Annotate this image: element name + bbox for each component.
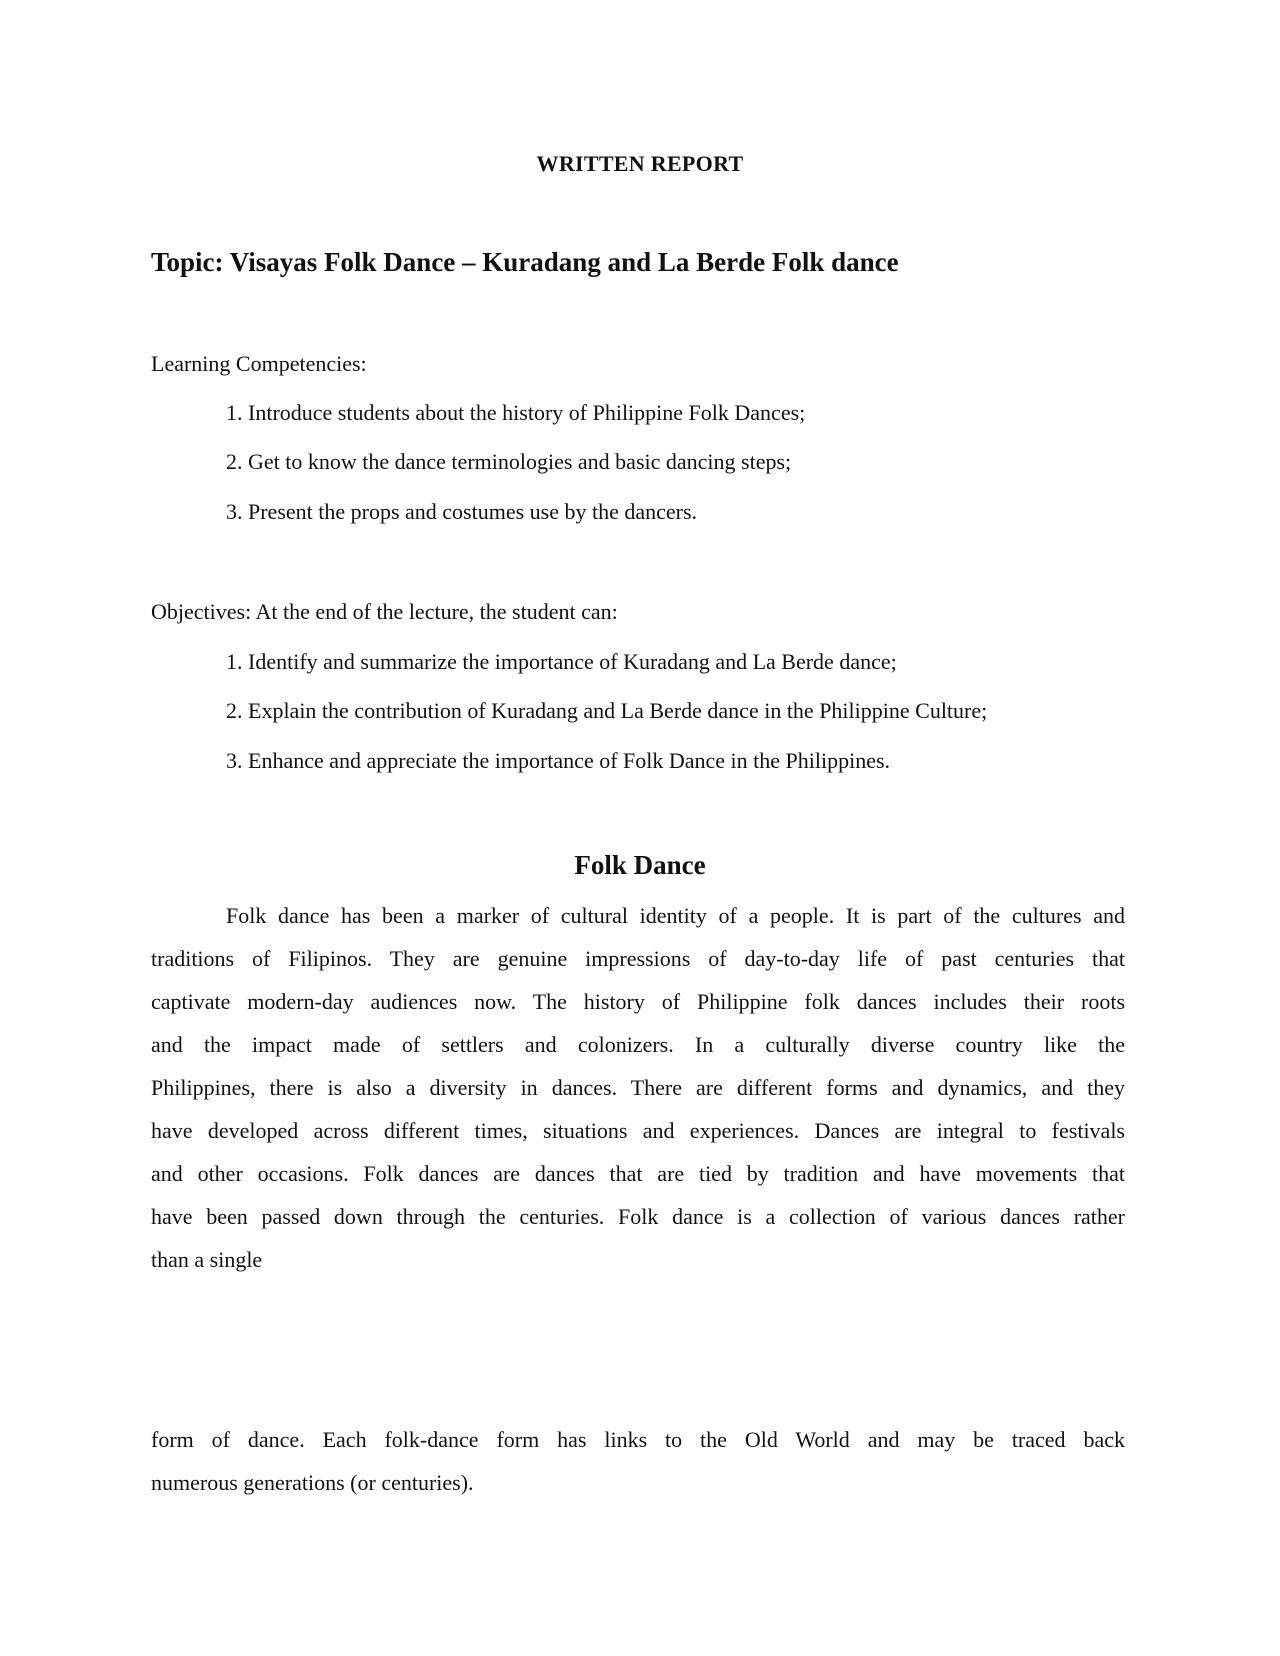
topic-heading: Topic: Visayas Folk Dance – Kuradang and La Berde Folk dance: [151, 247, 899, 277]
competency-item: 1. Introduce students about the history of Philippine Folk Dances;: [226, 400, 806, 425]
document-title: WRITTEN REPORT: [536, 151, 744, 176]
paragraph-line: captivate modern-day audiences now. The history of Philippine folk dances includes their roots: [151, 989, 1125, 1014]
objective-item: 2. Explain the contribution of Kuradang and La Berde dance in the Philippine Culture;: [226, 698, 988, 723]
paragraph-line: Philippines, there is also a diversity in dances. There are different forms and dynamics, and they: [151, 1075, 1125, 1100]
paragraph-line: form of dance. Each folk-dance form has links to the Old World and may be traced back: [151, 1427, 1125, 1452]
paragraph-line: than a single: [151, 1247, 263, 1272]
competency-item: 3. Present the props and costumes use by the dancers.: [226, 499, 698, 524]
paragraph-line: have been passed down through the centuries. Folk dance is a collection of various dances rather: [151, 1204, 1125, 1229]
paragraph-line: traditions of Filipinos. They are genuine impressions of day-to-day life of past centuries that: [151, 946, 1125, 971]
paragraph-line: and the impact made of settlers and colonizers. In a culturally diverse country like the: [151, 1032, 1125, 1057]
paragraph-line: have developed across different times, situations and experiences. Dances are integral to festivals: [151, 1118, 1125, 1143]
folk-dance-heading: Folk Dance: [574, 850, 706, 880]
paragraph-line: numerous generations (or centuries).: [151, 1470, 474, 1495]
learning-competencies-label: Learning Competencies:: [151, 351, 367, 376]
objective-item: 3. Enhance and appreciate the importance of Folk Dance in the Philippines.: [226, 748, 891, 773]
objective-item: 1. Identify and summarize the importance of Kuradang and La Berde dance;: [226, 649, 897, 674]
paragraph-line: and other occasions. Folk dances are dances that are tied by tradition and have movements that: [151, 1161, 1125, 1186]
competency-item: 2. Get to know the dance terminologies and basic dancing steps;: [226, 449, 792, 474]
paragraph-line: Folk dance has been a marker of cultural identity of a people. It is part of the cultures and: [226, 903, 1125, 928]
objectives-label: Objectives: At the end of the lecture, the student can:: [151, 599, 618, 624]
